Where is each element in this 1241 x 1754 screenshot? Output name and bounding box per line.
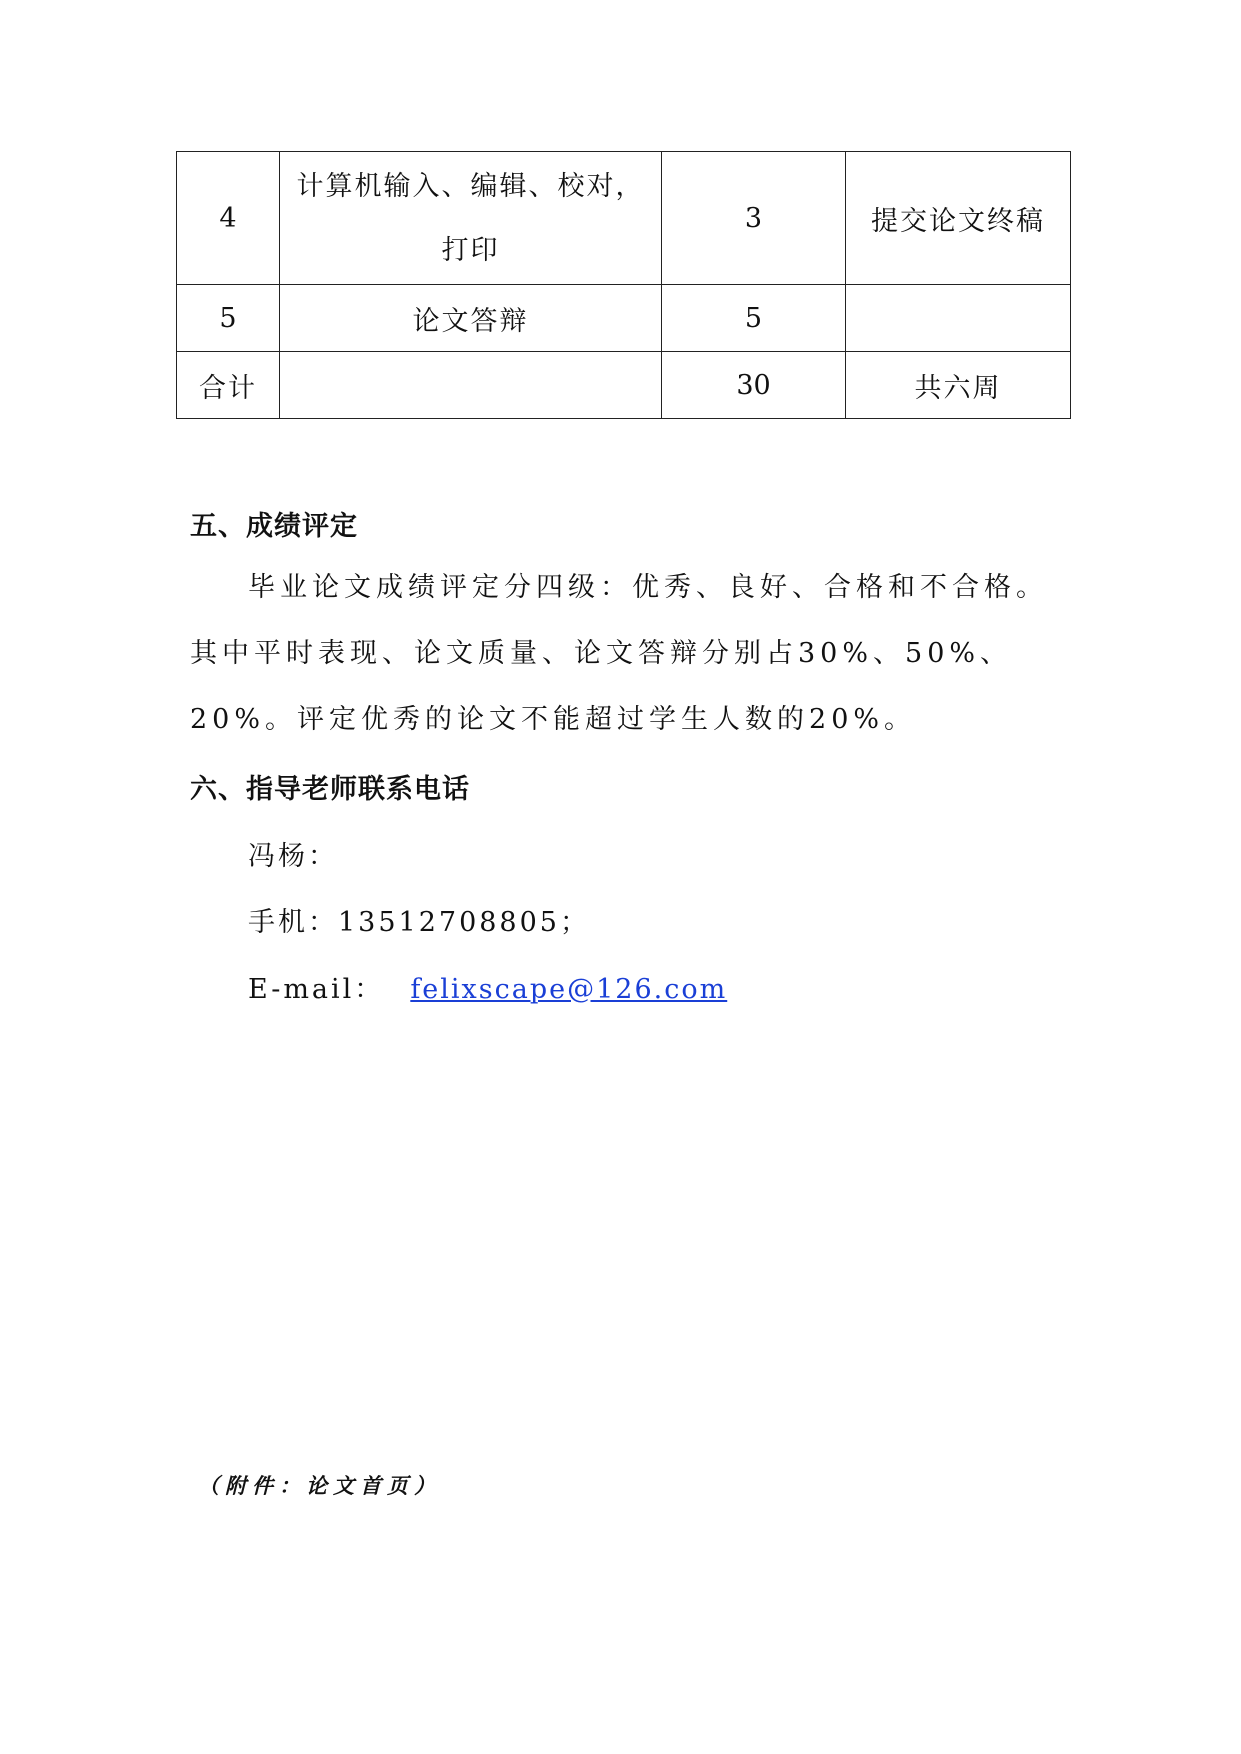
note-cell: 提交论文终稿 bbox=[846, 152, 1071, 285]
weeks-cell: 5 bbox=[662, 285, 846, 352]
total-label-cell: 合计 bbox=[177, 352, 280, 419]
attachment-note: （附件：论文首页） bbox=[198, 1473, 441, 1498]
advisor-phone: 手机：13512708805； bbox=[248, 907, 590, 938]
step-number-cell: 4 bbox=[177, 152, 280, 285]
step-number-cell: 5 bbox=[177, 285, 280, 352]
email-link[interactable]: felixscape@126.com bbox=[410, 974, 728, 1005]
task-cell: 论文答辩 bbox=[280, 285, 662, 352]
section-heading-contact: 六、指导老师联系电话 bbox=[190, 774, 470, 805]
weeks-cell: 30 bbox=[662, 352, 846, 419]
task-line: 计算机输入、编辑、校对， bbox=[296, 171, 645, 202]
task-cell bbox=[280, 352, 662, 419]
table-row bbox=[177, 285, 1071, 352]
weeks-cell: 3 bbox=[662, 152, 846, 285]
task-line: 打印 bbox=[441, 235, 500, 266]
task-cell bbox=[280, 152, 662, 285]
note-cell bbox=[846, 285, 1071, 352]
advisor-email-line bbox=[248, 967, 727, 1006]
note-cell: 共六周 bbox=[846, 352, 1071, 419]
table-row bbox=[177, 352, 1071, 419]
email-label: E-mail： bbox=[248, 974, 385, 1005]
grading-paragraph: 毕业论文成绩评定分四级：优秀、良好、合格和不合格。其中平时表现、论文质量、论文答辩分别占30%、50%、20%。评定优秀的论文不能超过学生人数的20%。 bbox=[190, 572, 1048, 735]
section-heading-grading: 五、成绩评定 bbox=[190, 511, 358, 542]
schedule-table bbox=[176, 151, 1071, 419]
advisor-name: 冯杨： bbox=[248, 841, 338, 872]
table-row bbox=[177, 152, 1071, 285]
